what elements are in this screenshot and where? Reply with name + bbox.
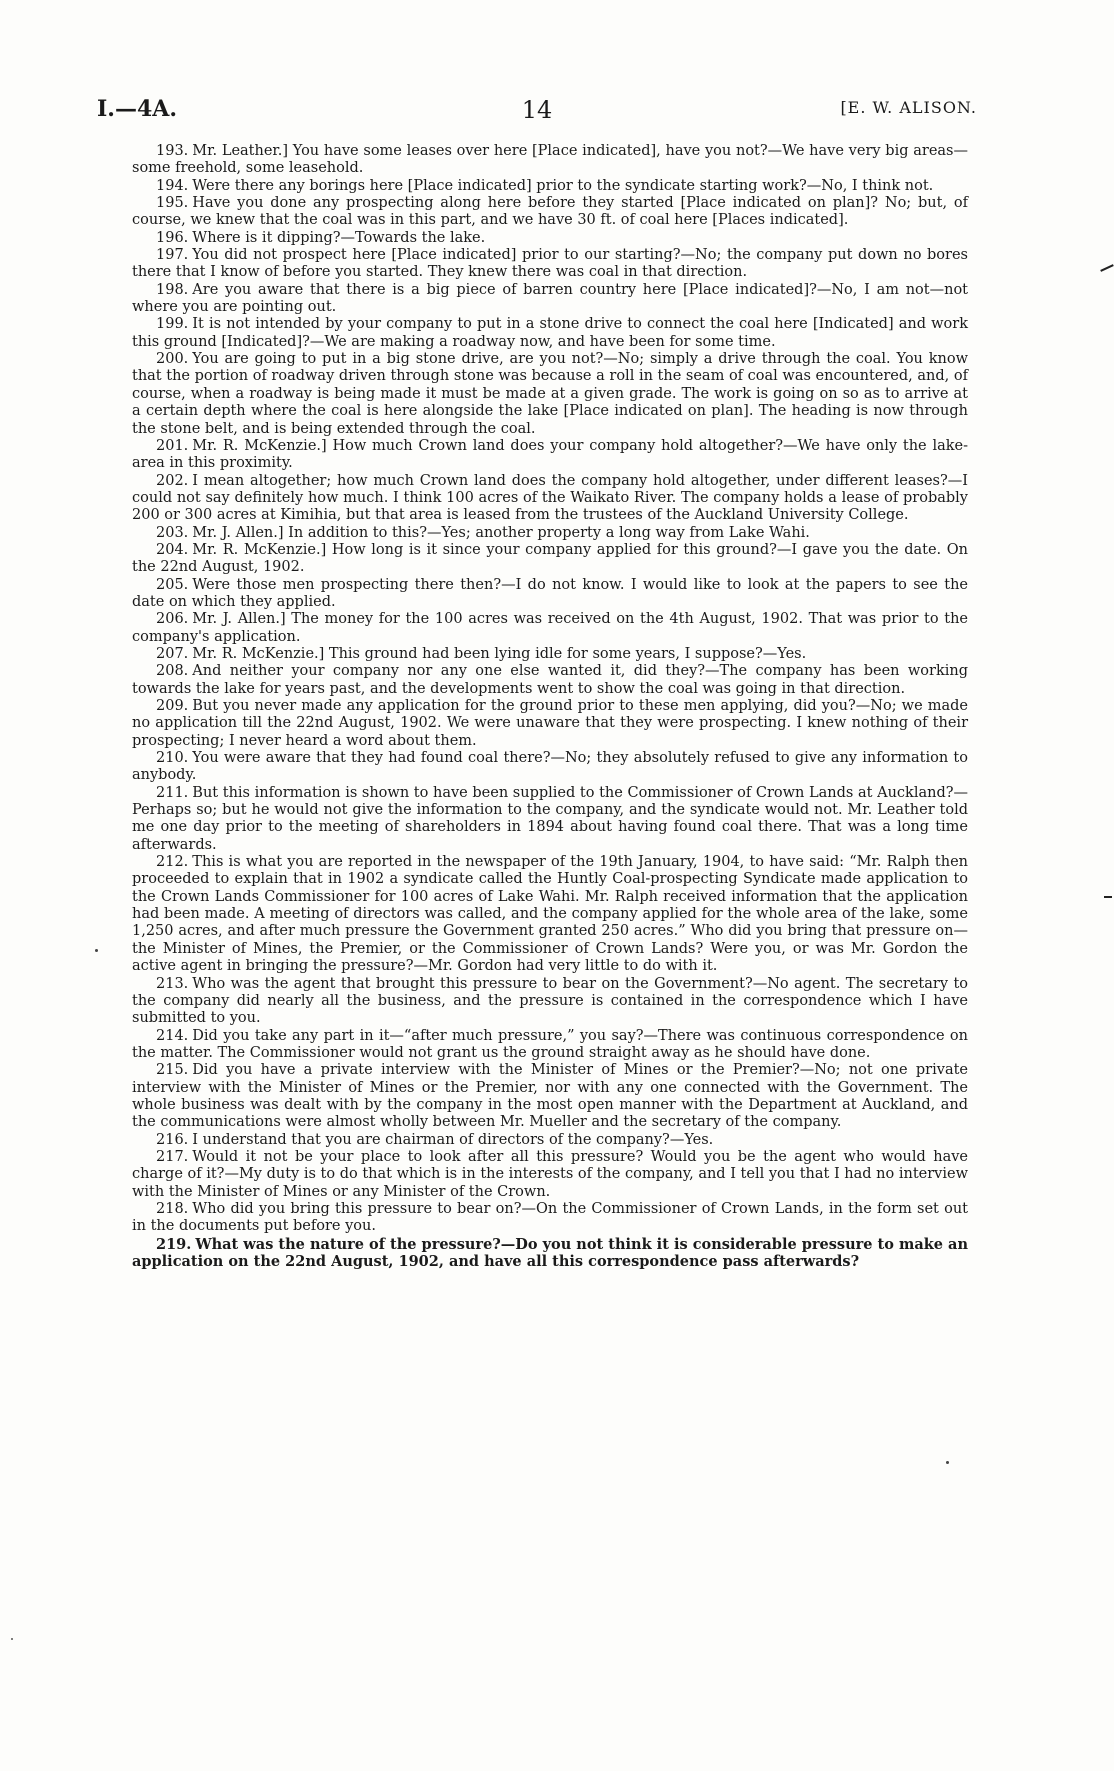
question-text: Would it not be your place to look after all this pressure? Would you be the agent who would have charge of it?—My duty is to do that which is in the interests of the company, and I tell you that I had no interview with the Minister of Mines or any Minister of the Crown. [132, 1148, 968, 1200]
margin-speck [11, 1638, 13, 1640]
testimony-paragraph [132, 143, 968, 178]
question-number: 198. [156, 281, 189, 298]
question-number: 207. [156, 645, 189, 662]
question-text: What was the nature of the pressure?—Do you not think it is considerable pressure to make an application on the 22nd August, 1902, and have all this correspondence pass afterwards? [132, 1235, 968, 1270]
witness-name: [E. W. ALISON. [840, 98, 977, 117]
question-text: And neither your company nor any one else wanted it, did they?—The company has been working towards the lake for years past, and the developments went to show the coal was going in that direction. [132, 663, 968, 697]
question-number: 217. [156, 1148, 189, 1165]
testimony-paragraph [132, 1132, 968, 1149]
testimony-paragraph [132, 698, 968, 750]
testimony-paragraph [132, 282, 968, 317]
question-number: 212. [156, 854, 189, 871]
question-number: 200. [156, 351, 189, 368]
question-text: Where is it dipping?—Towards the lake. [192, 229, 486, 246]
question-text: Were those men prospecting there then?—I do not know. I would like to look at the papers to see the date on which they applied. [132, 576, 968, 610]
question-number: 219. [156, 1235, 192, 1253]
question-text: But you never made any application for the ground prior to these men applying, did you?—No; we made no application till the 22nd August, 1902. We were unaware that they were prospecting. I knew nothing of their prospecting; I never heard a word about them. [132, 698, 968, 749]
question-number: 195. [156, 195, 189, 212]
margin-speck [946, 1461, 949, 1464]
question-text: This is what you are reported in the newspaper of the 19th January, 1904, to have said: “Mr. Ralph then proceeded to explain that in 1902 a syndicate called the Huntly Coal-prospecting Syndicate made application to the Crown Lands Commissioner for 100 acres of Lake Wahi. Mr. Ralph received information that the application had been made. A meeting of directors was called, and the company applied for the whole area of the lake, some 1,250 acres, and after much pressure the Government granted 250 acres.” Who did you bring that pressure on—the Minister of Mines, the Premier, or the Commissioner of Crown Lands? Were you, or was Mr. Gordon the active agent in bringing the pressure?—Mr. Gordon had very little to do with it. [132, 854, 968, 975]
question-text: But this information is shown to have been supplied to the Commissioner of Crown Lands at Auckland?—Perhaps so; but he would not give the information to the company, and the syndicate would not. Mr. Leather told me one day prior to the meeting of shareholders in 1894 about having found coal there. That was a long time afterwards. [132, 784, 968, 853]
testimony-paragraph [132, 1236, 968, 1271]
margin-mark [1104, 896, 1112, 898]
question-number: 199. [156, 316, 189, 333]
question-text: I mean altogether; how much Crown land does the company hold altogether, under different leases?—I could not say definitely how much. I think 100 acres of the Waikato River. The company holds a lease of probably 200 or 300 acres at Kimihia, but that area is leased from the trustees of the Auckland University College. [132, 472, 968, 524]
testimony-paragraph [132, 854, 968, 975]
testimony-paragraph [132, 646, 968, 663]
question-number: 196. [156, 229, 189, 246]
testimony-paragraph [132, 1062, 968, 1131]
testimony-paragraph [132, 1149, 968, 1201]
margin-mark [1100, 264, 1114, 272]
question-text: Mr. R. McKenzie.] This ground had been lying idle for some years, I suppose?—Yes. [192, 645, 807, 662]
question-number: 215. [156, 1062, 189, 1079]
question-text: Are you aware that there is a big piece of barren country here [Place indicated]?—No, I am not—not where you are pointing out. [132, 281, 968, 316]
testimony-paragraph [132, 178, 968, 195]
testimony-paragraph [132, 438, 968, 473]
question-number: 205. [156, 576, 189, 593]
question-text: Did you take any part in it—“after much pressure,” you say?—There was continuous correspondence on the matter. The Commissioner would not grant us the ground straight away as he should have done. [132, 1027, 968, 1061]
question-text: Were there any borings here [Place indicated] prior to the syndicate starting work?—No, I think not. [192, 177, 934, 194]
question-number: 213. [156, 975, 189, 992]
testimony-paragraph [132, 577, 968, 612]
testimony-paragraph [132, 1028, 968, 1063]
question-text: Mr. R. McKenzie.] How long is it since your company applied for this ground?—I gave you the date. On the 22nd August, 1902. [132, 541, 968, 576]
question-text: You were aware that they had found coal there?—No; they absolutely refused to give any information to anybody. [132, 750, 968, 784]
question-number: 197. [156, 247, 189, 264]
testimony-paragraph [132, 1201, 968, 1236]
question-number: 201. [156, 437, 189, 454]
question-number: 204. [156, 541, 189, 558]
question-text: Mr. R. McKenzie.] How much Crown land does your company hold altogether?—We have only the lake-area in this proximity. [132, 437, 968, 472]
margin-speck [95, 949, 98, 952]
question-text: Have you done any prospecting along here before they started [Place indicated on plan]? No; but, of course, we knew that the coal was in this part, and we have 30 ft. of coal here [Places indicated]. [132, 195, 968, 229]
testimony-paragraph [132, 230, 968, 247]
question-text: Mr. J. Allen.] In addition to this?—Yes; another property a long way from Lake Wahi. [192, 524, 810, 541]
page-number: 14 [521, 96, 553, 124]
document-body [132, 143, 968, 1270]
question-text: I understand that you are chairman of directors of the company?—Yes. [192, 1131, 714, 1148]
testimony-paragraph [132, 473, 968, 525]
testimony-paragraph [132, 247, 968, 282]
question-number: 208. [156, 663, 189, 680]
question-text: It is not intended by your company to put in a stone drive to connect the coal here [Indicated] and work this ground [Indicated]?—We are making a roadway now, and have been for some time. [132, 316, 968, 350]
testimony-paragraph [132, 750, 968, 785]
question-text: Did you have a private interview with the Minister of Mines or the Premier?—No; not one private interview with the Minister of Mines or the Premier, nor with any one connected with the Government. The whole business was dealt with by the company in the most open manner with the Department at Auckland, and the communications were almost wholly between Mr. Mueller and the secretary of the company. [132, 1062, 968, 1131]
question-text: Who did you bring this pressure to bear on?—On the Commissioner of Crown Lands, in the form set out in the documents put before you. [132, 1200, 968, 1235]
testimony-paragraph [132, 663, 968, 698]
question-number: 211. [156, 784, 189, 801]
question-text: Mr. Leather.] You have some leases over here [Place indicated], have you not?—We have very big areas—some freehold, some leasehold. [132, 143, 968, 177]
testimony-paragraph [132, 785, 968, 854]
question-number: 202. [156, 472, 189, 489]
testimony-paragraph [132, 976, 968, 1028]
question-number: 203. [156, 524, 189, 541]
question-number: 210. [156, 750, 189, 767]
question-number: 206. [156, 611, 189, 628]
question-text: Who was the agent that brought this pressure to bear on the Government?—No agent. The secretary to the company did nearly all the business, and the pressure is contained in the correspondence which I have submitted to you. [132, 975, 968, 1027]
page-header [97, 96, 977, 126]
paper-reference: I.—4A. [97, 96, 177, 122]
question-number: 218. [156, 1200, 189, 1217]
question-number: 194. [156, 177, 189, 194]
question-number: 214. [156, 1027, 189, 1044]
testimony-paragraph [132, 611, 968, 646]
question-text: You did not prospect here [Place indicated] prior to our starting?—No; the company put down no bores there that I know of before you started. They knew there was coal in that direction. [132, 247, 968, 281]
question-number: 209. [156, 698, 189, 714]
testimony-paragraph [132, 542, 968, 577]
testimony-paragraph [132, 351, 968, 438]
question-text: Mr. J. Allen.] The money for the 100 acres was received on the 4th August, 1902. That was prior to the company's application. [132, 611, 968, 645]
question-text: You are going to put in a big stone drive, are you not?—No; simply a drive through the coal. You know that the portion of roadway driven through stone was because a roll in the seam of coal was encountered, and, of course, when a roadway is being made it must be made at a given grade. The work is going on so as to arrive at a certain depth where the coal is here alongside the lake [Place indicated on plan]. The heading is now through the stone belt, and is being extended through the coal. [132, 351, 968, 437]
question-number: 193. [156, 143, 189, 159]
testimony-paragraph [132, 195, 968, 230]
testimony-paragraph [132, 316, 968, 351]
question-number: 216. [156, 1131, 189, 1148]
testimony-paragraph [132, 525, 968, 542]
